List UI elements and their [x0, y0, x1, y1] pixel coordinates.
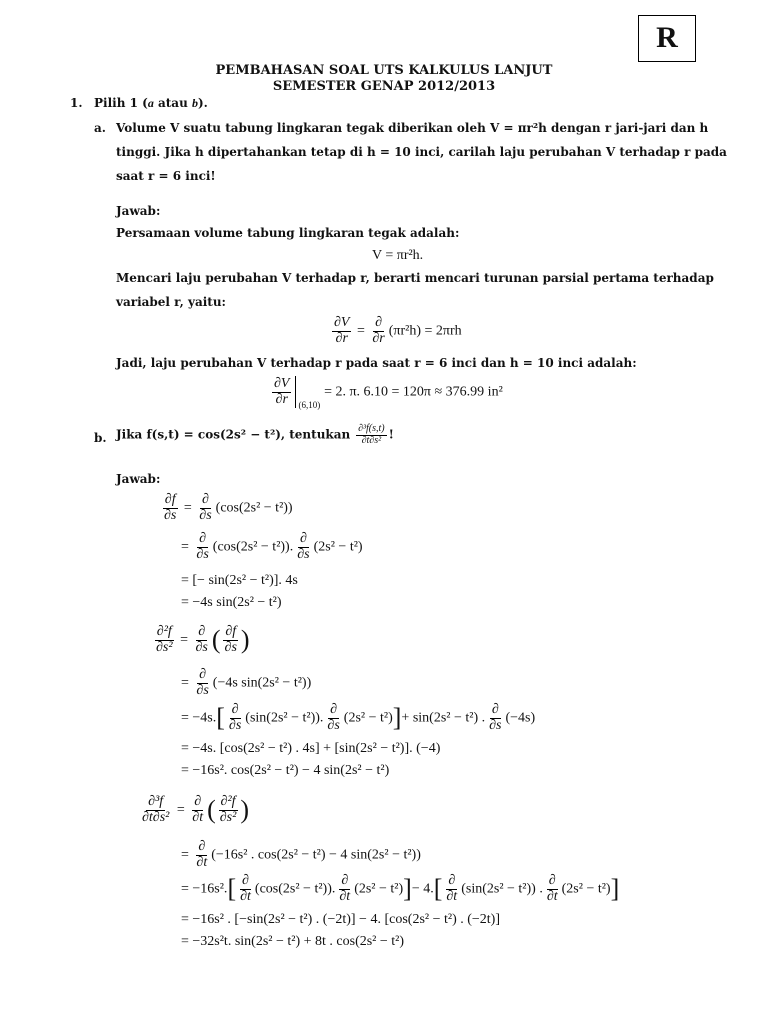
part-a-label: a.	[94, 121, 106, 135]
third-derivative-line: $\frac{\text{∂³f}}{\text{∂t∂s²}}$ = $\frac{\partial}{\partial t}$ ( $\frac{\text{∂²f}}{\text{∂s²}}$ )	[142, 794, 250, 825]
part-a-question-line: saat r = 6 inci!	[116, 169, 216, 183]
second-derivative-line: = −16s². cos(2s² − t²) − 4 sin(2s² − t²)	[181, 763, 390, 778]
answer-heading: Jawab:	[116, 472, 161, 486]
partial-derivative-equation: $\frac{\partial V}{\partial r}$ = $\frac{\partial}{\partial r}$ (πr²h) = 2πrh	[334, 315, 462, 346]
third-derivative-line: = −32s²t. sin(2s² − t²) + 8t . cos(2s² − t²)	[181, 934, 405, 949]
second-derivative-line: = −4s. [cos(2s² − t²) . 4s] + [sin(2s² − t²)]. (−4)	[181, 741, 441, 756]
answer-text: Persamaan volume tabung lingkaran tegak adalah:	[116, 226, 460, 240]
part-b-label: b.	[94, 431, 107, 445]
first-derivative-line: $\frac{\partial f}{\partial s}$ = $\frac{\partial}{\partial s}$ (cos(2s² − t²))	[164, 492, 293, 523]
answer-text: Mencari laju perubahan V terhadap r, berarti mencari turunan parsial pertama terhadap	[116, 271, 714, 285]
document-title: PEMBAHASAN SOAL UTS KALKULUS LANJUT	[215, 63, 553, 78]
question-number: 1.	[70, 96, 83, 110]
answer-text: Jadi, laju perubahan V terhadap r pada saat r = 6 inci dan h = 10 inci adalah:	[116, 356, 637, 370]
part-a-question-line: Volume V suatu tabung lingkaran tegak diberikan oleh V = πr²h dengan r jari-jari dan h	[116, 121, 709, 135]
first-derivative-line: = [− sin(2s² − t²)]. 4s	[181, 573, 298, 588]
second-derivative-line: = $\frac{\partial}{\partial s}$ (−4s sin(2s² − t²))	[181, 667, 312, 698]
second-derivative-line: = −4s.[ $\frac{\partial}{\partial s}$ (sin(2s² − t²)). $\frac{\partial}{\partial s}$ (2s² − t²)]+ sin(2s² − t²) . $\frac{\partial}{\partial s}$ (−4s)	[181, 702, 536, 733]
third-derivative-line: = −16s².[ $\frac{\partial}{\partial t}$ (cos(2s² − t²)). $\frac{\partial}{\partial t}$ (2s² − t²)]− 4.[ $\frac{\partial}{\partial t}$ (sin(2s² − t²)) . $\frac{\partial}{\partial t}$ (2s² − t²)]	[181, 873, 620, 904]
version-badge: R	[638, 15, 696, 62]
answer-text: variabel r, yaitu:	[116, 295, 226, 309]
first-derivative-line: = $\frac{\partial}{\partial s}$ (cos(2s² − t²)). $\frac{\partial}{\partial s}$ (2s² − t²)	[181, 531, 363, 562]
part-b-question: Jika f(s,t) = cos(2s² − t²), tentukan $\frac{\text{∂³f(s,t)}}{\text{∂t∂s²}}$ !	[116, 423, 394, 446]
second-derivative-line: $\frac{\text{∂²f}}{\text{∂s²}}$ = $\frac{\partial}{\partial s}$ ( $\frac{\partial f}{\partial s}$ )	[156, 624, 250, 655]
answer-heading: Jawab:	[116, 204, 161, 218]
question-intro: Pilih 1 (a atau b).	[94, 96, 208, 110]
evaluated-derivative: $\frac{\partial V}{\partial r}$ $_{(6,10)}$ = 2. π. 6.10 = 120π ≈ 376.99 in²	[274, 375, 503, 410]
first-derivative-line: = −4s sin(2s² − t²)	[181, 595, 282, 610]
third-derivative-line: = $\frac{\partial}{\partial t}$ (−16s² . cos(2s² − t²) − 4 sin(2s² − t²))	[181, 839, 421, 870]
document-subtitle: SEMESTER GENAP 2012/2013	[272, 79, 496, 94]
third-derivative-line: = −16s² . [−sin(2s² − t²) . (−2t)] − 4. [cos(2s² − t²) . (−2t)]	[181, 912, 500, 927]
part-a-question-line: tinggi. Jika h dipertahankan tetap di h = 10 inci, carilah laju perubahan V terhadap r pada	[116, 145, 727, 159]
volume-equation: V = πr²h.	[372, 248, 424, 263]
